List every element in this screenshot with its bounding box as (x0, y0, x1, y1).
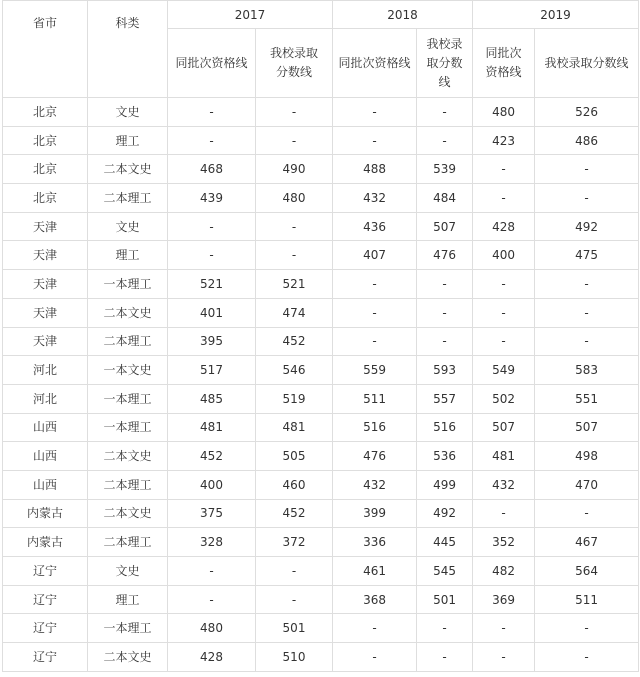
province-cell: 辽宁 (3, 643, 88, 672)
province-cell: 山西 (3, 442, 88, 471)
2019-qualification-cell: - (473, 270, 535, 299)
2019-qualification-cell: - (473, 184, 535, 213)
table-row (3, 212, 639, 241)
2019-qualification-cell: - (473, 643, 535, 672)
2017-qualification-cell: 480 (168, 614, 256, 643)
2017-qualification-cell: 517 (168, 356, 256, 385)
2019-qualification-cell: 481 (473, 442, 535, 471)
2017-qualification-cell: 485 (168, 384, 256, 413)
2019-admission-cell: 551 (535, 384, 639, 413)
sub-header-2019-qualification: 同批次资格线 (473, 29, 535, 98)
2019-admission-cell: 564 (535, 557, 639, 586)
2017-admission-cell: - (256, 585, 333, 614)
2017-qualification-cell: - (168, 126, 256, 155)
province-cell: 辽宁 (3, 557, 88, 586)
2019-admission-cell: - (535, 155, 639, 184)
province-cell: 河北 (3, 384, 88, 413)
2017-qualification-cell: 452 (168, 442, 256, 471)
2017-qualification-cell: 400 (168, 470, 256, 499)
2018-qualification-cell: - (333, 643, 417, 672)
province-cell: 北京 (3, 126, 88, 155)
sub-header-2019-admission: 我校录取分数线 (535, 29, 639, 98)
table-row (3, 614, 639, 643)
province-cell: 山西 (3, 413, 88, 442)
category-cell: 二本文史 (88, 298, 168, 327)
table-row (3, 98, 639, 127)
table-row (3, 298, 639, 327)
category-cell: 二本文史 (88, 155, 168, 184)
table-row (3, 557, 639, 586)
2017-qualification-cell: 401 (168, 298, 256, 327)
2018-admission-cell: 492 (417, 499, 473, 528)
2018-admission-cell: 501 (417, 585, 473, 614)
sub-header-2017-qualification: 同批次资格线 (168, 29, 256, 98)
province-cell: 天津 (3, 212, 88, 241)
province-cell: 内蒙古 (3, 528, 88, 557)
sub-header-2017-admission: 我校录取分数线 (256, 29, 333, 98)
2019-qualification-cell: - (473, 614, 535, 643)
category-cell: 理工 (88, 241, 168, 270)
2018-qualification-cell: - (333, 98, 417, 127)
2017-admission-cell: 372 (256, 528, 333, 557)
province-cell: 辽宁 (3, 614, 88, 643)
category-cell: 二本理工 (88, 528, 168, 557)
2019-admission-cell: 511 (535, 585, 639, 614)
2018-admission-cell: - (417, 270, 473, 299)
2019-qualification-cell: - (473, 298, 535, 327)
2019-admission-cell: - (535, 298, 639, 327)
2017-admission-cell: 480 (256, 184, 333, 213)
2017-admission-cell: 452 (256, 327, 333, 356)
table-row (3, 643, 639, 672)
category-cell: 一本理工 (88, 270, 168, 299)
2019-qualification-cell: - (473, 155, 535, 184)
2017-admission-cell: 501 (256, 614, 333, 643)
category-cell: 一本文史 (88, 356, 168, 385)
2018-qualification-cell: 368 (333, 585, 417, 614)
table-row (3, 241, 639, 270)
2018-qualification-cell: - (333, 126, 417, 155)
table-row (3, 155, 639, 184)
2018-admission-cell: 484 (417, 184, 473, 213)
2017-qualification-cell: 328 (168, 528, 256, 557)
province-cell: 山西 (3, 470, 88, 499)
2019-qualification-cell: 502 (473, 384, 535, 413)
2018-qualification-cell: 336 (333, 528, 417, 557)
2019-qualification-cell: 482 (473, 557, 535, 586)
2018-admission-cell: 476 (417, 241, 473, 270)
2019-qualification-cell: - (473, 327, 535, 356)
2018-admission-cell: - (417, 126, 473, 155)
2017-qualification-cell: - (168, 98, 256, 127)
2017-qualification-cell: - (168, 585, 256, 614)
category-cell: 二本文史 (88, 499, 168, 528)
2018-qualification-cell: 407 (333, 241, 417, 270)
2018-qualification-cell: 399 (333, 499, 417, 528)
2018-qualification-cell: - (333, 614, 417, 643)
sub-header-2018-admission: 我校录取分数线 (417, 29, 473, 98)
2018-admission-cell: 507 (417, 212, 473, 241)
2017-qualification-cell: 481 (168, 413, 256, 442)
category-cell: 理工 (88, 585, 168, 614)
category-cell: 一本理工 (88, 384, 168, 413)
2017-admission-cell: 521 (256, 270, 333, 299)
table-row (3, 356, 639, 385)
table-row (3, 528, 639, 557)
2018-admission-cell: - (417, 643, 473, 672)
2019-admission-cell: 507 (535, 413, 639, 442)
2017-qualification-cell: 468 (168, 155, 256, 184)
table-row (3, 499, 639, 528)
2019-qualification-cell: - (473, 499, 535, 528)
2019-qualification-cell: 432 (473, 470, 535, 499)
2017-qualification-cell: 428 (168, 643, 256, 672)
2017-admission-cell: 505 (256, 442, 333, 471)
2017-qualification-cell: 521 (168, 270, 256, 299)
2018-admission-cell: 536 (417, 442, 473, 471)
category-cell: 二本文史 (88, 442, 168, 471)
2019-admission-cell: 583 (535, 356, 639, 385)
2017-qualification-cell: - (168, 557, 256, 586)
2019-admission-cell: 498 (535, 442, 639, 471)
2017-admission-cell: 481 (256, 413, 333, 442)
2019-admission-cell: 475 (535, 241, 639, 270)
2017-admission-cell: - (256, 241, 333, 270)
2018-admission-cell: 545 (417, 557, 473, 586)
2017-admission-cell: 519 (256, 384, 333, 413)
2018-admission-cell: 516 (417, 413, 473, 442)
2018-admission-cell: - (417, 298, 473, 327)
province-cell: 天津 (3, 298, 88, 327)
2019-admission-cell: - (535, 614, 639, 643)
2018-qualification-cell: 559 (333, 356, 417, 385)
category-cell: 文史 (88, 212, 168, 241)
2017-admission-cell: - (256, 557, 333, 586)
2018-qualification-cell: 516 (333, 413, 417, 442)
category-cell: 文史 (88, 98, 168, 127)
2019-admission-cell: - (535, 643, 639, 672)
2018-qualification-cell: - (333, 270, 417, 299)
2017-admission-cell: - (256, 126, 333, 155)
province-cell: 北京 (3, 98, 88, 127)
province-cell: 北京 (3, 184, 88, 213)
admission-score-table (2, 0, 639, 672)
2018-admission-cell: 539 (417, 155, 473, 184)
2019-admission-cell: 486 (535, 126, 639, 155)
table-row (3, 184, 639, 213)
table-body (3, 98, 639, 672)
category-cell: 文史 (88, 557, 168, 586)
2018-qualification-cell: 432 (333, 184, 417, 213)
2018-qualification-cell: 476 (333, 442, 417, 471)
province-cell: 天津 (3, 241, 88, 270)
2018-admission-cell: - (417, 98, 473, 127)
table-row (3, 327, 639, 356)
table-row (3, 126, 639, 155)
2018-qualification-cell: - (333, 298, 417, 327)
province-cell: 河北 (3, 356, 88, 385)
table-row (3, 470, 639, 499)
2018-admission-cell: 499 (417, 470, 473, 499)
2017-admission-cell: 452 (256, 499, 333, 528)
2018-qualification-cell: 511 (333, 384, 417, 413)
2018-admission-cell: - (417, 327, 473, 356)
year-header-2018: 2018 (333, 1, 473, 29)
2019-admission-cell: - (535, 184, 639, 213)
2017-admission-cell: 460 (256, 470, 333, 499)
2018-qualification-cell: - (333, 327, 417, 356)
2019-admission-cell: - (535, 270, 639, 299)
table-row (3, 384, 639, 413)
table-row (3, 585, 639, 614)
2017-qualification-cell: - (168, 241, 256, 270)
province-cell: 辽宁 (3, 585, 88, 614)
2018-admission-cell: - (417, 614, 473, 643)
2019-admission-cell: 526 (535, 98, 639, 127)
province-cell: 内蒙古 (3, 499, 88, 528)
2017-qualification-cell: 375 (168, 499, 256, 528)
category-header: 科类 (88, 1, 168, 98)
category-cell: 一本理工 (88, 413, 168, 442)
2017-admission-cell: - (256, 212, 333, 241)
year-header-2017: 2017 (168, 1, 333, 29)
2019-admission-cell: - (535, 327, 639, 356)
category-cell: 二本理工 (88, 327, 168, 356)
2017-admission-cell: 490 (256, 155, 333, 184)
2019-qualification-cell: 400 (473, 241, 535, 270)
category-cell: 二本文史 (88, 643, 168, 672)
2017-admission-cell: 510 (256, 643, 333, 672)
2017-admission-cell: 474 (256, 298, 333, 327)
header-row-years (3, 1, 639, 29)
2018-qualification-cell: 432 (333, 470, 417, 499)
2017-admission-cell: - (256, 98, 333, 127)
category-cell: 二本理工 (88, 184, 168, 213)
2019-qualification-cell: 369 (473, 585, 535, 614)
2018-admission-cell: 593 (417, 356, 473, 385)
2018-qualification-cell: 488 (333, 155, 417, 184)
2019-admission-cell: 470 (535, 470, 639, 499)
2018-qualification-cell: 436 (333, 212, 417, 241)
table-row (3, 270, 639, 299)
2017-qualification-cell: 395 (168, 327, 256, 356)
province-cell: 天津 (3, 327, 88, 356)
2018-qualification-cell: 461 (333, 557, 417, 586)
2017-qualification-cell: - (168, 212, 256, 241)
province-cell: 北京 (3, 155, 88, 184)
year-header-2019: 2019 (473, 1, 639, 29)
table-row (3, 442, 639, 471)
sub-header-2018-qualification: 同批次资格线 (333, 29, 417, 98)
2019-admission-cell: 467 (535, 528, 639, 557)
2019-qualification-cell: 507 (473, 413, 535, 442)
category-cell: 一本理工 (88, 614, 168, 643)
2019-admission-cell: 492 (535, 212, 639, 241)
province-cell: 天津 (3, 270, 88, 299)
2019-qualification-cell: 423 (473, 126, 535, 155)
2018-admission-cell: 557 (417, 384, 473, 413)
2019-qualification-cell: 549 (473, 356, 535, 385)
2019-qualification-cell: 480 (473, 98, 535, 127)
2017-qualification-cell: 439 (168, 184, 256, 213)
category-cell: 二本理工 (88, 470, 168, 499)
2019-qualification-cell: 428 (473, 212, 535, 241)
2017-admission-cell: 546 (256, 356, 333, 385)
2019-admission-cell: - (535, 499, 639, 528)
table-row (3, 413, 639, 442)
2018-admission-cell: 445 (417, 528, 473, 557)
category-cell: 理工 (88, 126, 168, 155)
table-header (3, 1, 639, 98)
province-header: 省市 (3, 1, 88, 98)
2019-qualification-cell: 352 (473, 528, 535, 557)
